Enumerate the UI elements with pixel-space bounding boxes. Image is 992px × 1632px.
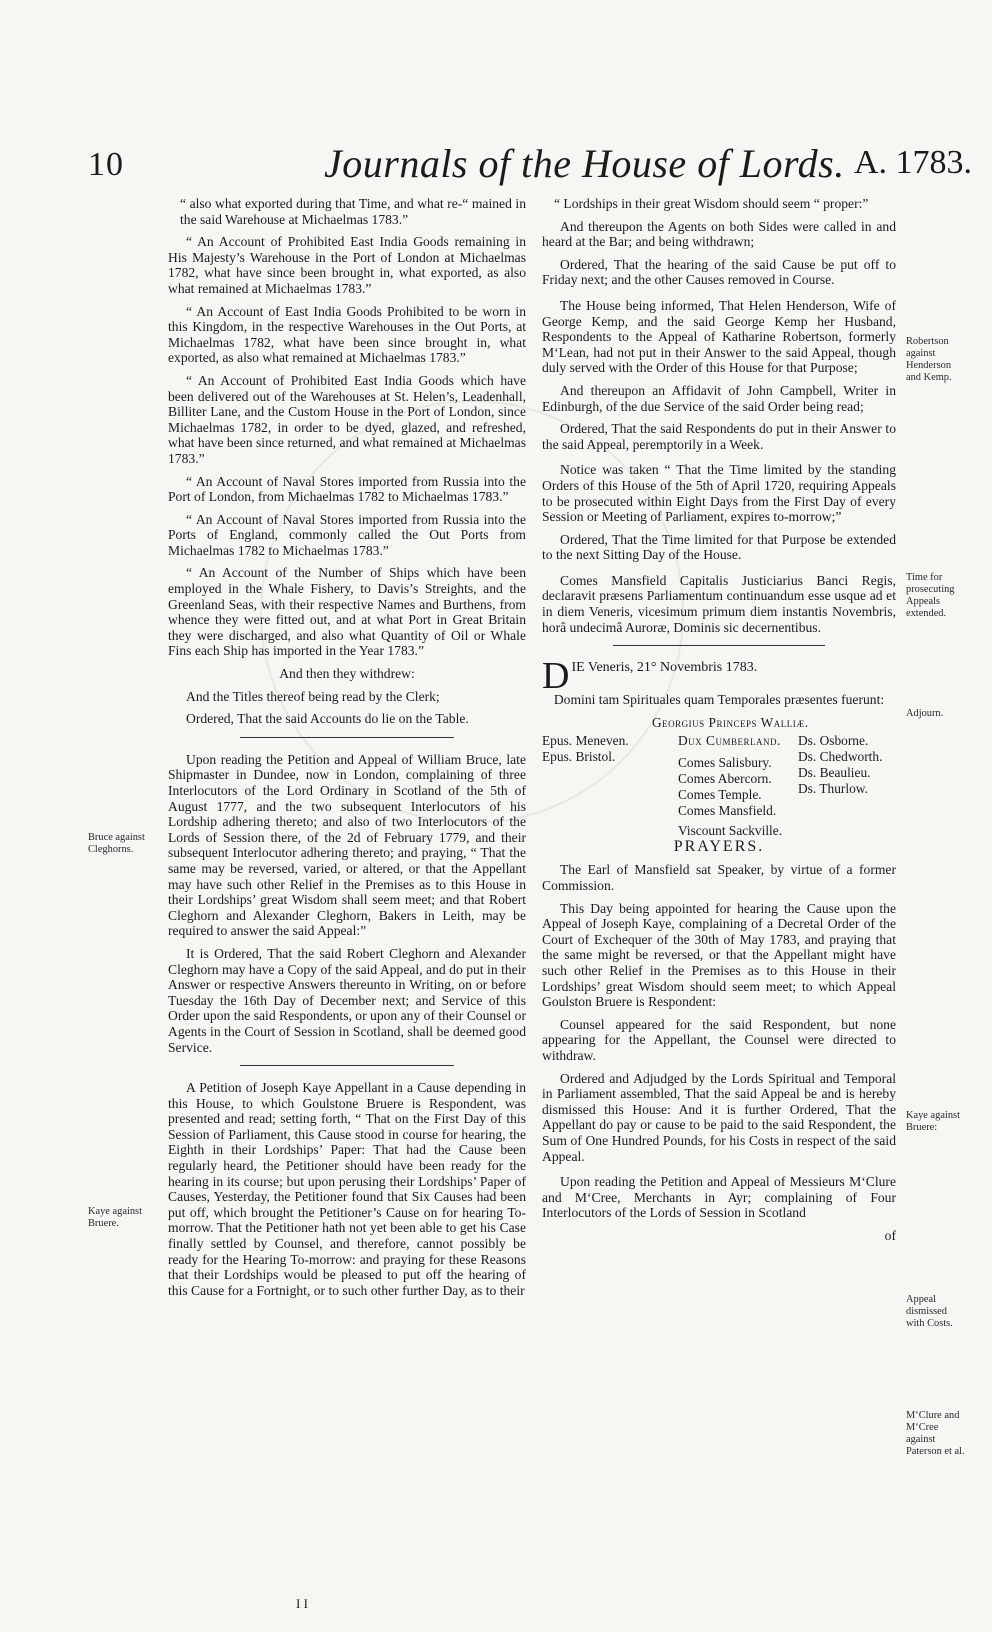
page-year: A. 1783. <box>853 144 972 181</box>
lord-bishop: Epus. Bristol. <box>542 748 616 764</box>
page-number: 10 <box>88 146 124 183</box>
adjourn-paragraph: Comes Mansfield Capitalis Justiciarius Banci Regis, declaravit præsens Parliamentum continuandum esse usque ad et in diem Veneris, vicesimum primum diem instantis Novembris, horâ undecimâ Auroræ, Dominis sic decernentibus. <box>542 572 896 635</box>
margin-note-time: Time for prosecuting Appeals extended. <box>906 572 955 619</box>
lord-earl: Comes Mansfield. <box>678 802 777 818</box>
prayers-heading: PRAYERS. <box>673 837 765 855</box>
signature-mark: I I <box>296 1596 308 1611</box>
lord-duke: Dux Cumberland. <box>678 732 781 748</box>
margin-note-bruce: Bruce against Cleghorns. <box>88 832 145 855</box>
section-rule <box>613 645 825 646</box>
margin-note-adjourn: Adjourn. <box>906 708 944 719</box>
account-entry: “ An Account of Prohibited East India Goods which have been delivered out of the Warehouses at St. Helen’s, Leadenhall, Billiter Lane, and the Custom House in the Port of London, since Michaelmas 1782, in order to be dyed, glazed, and refreshed, what have been since returned, and what remained at Michaelmas 1783.” <box>168 372 526 466</box>
lord-baron: Ds. Chedworth. <box>798 748 883 764</box>
lord-bishop: Epus. Meneven. <box>542 732 629 748</box>
margin-note-robertson: Robertson against Henderson and Kemp. <box>906 336 952 383</box>
domini-line: Domini tam Spirituales quam Temporales præsentes fuerunt: <box>553 692 885 708</box>
robertson-paragraph: The House being informed, That Helen Henderson, Wife of George Kemp, and the said George Kemp her Husband, Respondents to the Appeal of Katharine Robertson, formerly M‘Lean, had not put in their Answer to the said Appeal, though duly served with the Order of this House for that Purpose; <box>542 297 896 376</box>
notice-paragraph: Notice was taken “ That the Time limited by the standing Orders of this House of the 5th of April 1720, requiring Appeals to be prosecuted within Eight Days from the First Day of every Session or Meeting of Parliament, expires to-morrow;” <box>542 462 896 525</box>
page-header <box>80 140 980 190</box>
account-entry: “ An Account of Naval Stores imported from Russia into the Ports of England, commonly called the Out Ports from Michaelmas 1782 to Michaelmas 1783.” <box>168 511 526 558</box>
margin-note-kaye: Kaye against Bruere. <box>88 1206 142 1229</box>
section-rule <box>240 1065 455 1066</box>
running-title: Journals of the House of Lords. <box>324 141 845 186</box>
adjudged-paragraph: Ordered and Adjudged by the Lords Spiritual and Temporal in Parliament assembled, That the said Appeal be and is hereby dismissed this House: And it is further Ordered, That the Appellant do pay or cause to be paid to the said Respondent, the Sum of One Hundred Pounds, for his Costs in respect of the said Appeal. <box>542 1070 896 1164</box>
lordships-continued: “ Lordships in their great Wisdom should seem “ proper:” <box>554 196 869 211</box>
lord-prince: Georgius Princeps Walliæ. <box>652 714 809 730</box>
withdrew-line: And then they withdrew: <box>279 666 415 682</box>
ordered-lie-line: Ordered, That the said Accounts do lie on the Table. <box>186 711 469 727</box>
margin-note-dismissed: Appeal dismissed with Costs. <box>906 1294 953 1329</box>
lord-baron: Ds. Beaulieu. <box>798 764 871 780</box>
lord-viscount: Viscount Sackville. <box>678 822 783 838</box>
right-column <box>542 196 896 1251</box>
bruce-petition: Upon reading the Petition and Appeal of William Bruce, late Shipmaster in Dundee, now in London, complaining of three Interlocutors of the Lord Ordinary in Scotland of the 5th of August 1777, and the two subsequent Interlocutors of his Lordship adhering thereto; and also of two Interlocutors of the Lords of Session there, of the 2d of February 1779, and their subsequent Interlocutor adhering thereto; and praying, “ That the same may be reversed, varied, or altered, or that the Appellant may have such other Relief in the Premises as to this House in their Lordships’ great Wisdom shall seem meet; and that Robert Cleghorn and Alexander Cleghorn, Bakers in Leith, may be required to answer the said Appeal:” <box>168 751 526 939</box>
account-entry: “ An Account of East India Goods Prohibited to be worn in this Kingdom, in the respective Warehouses in the Out Ports, at Michaelmas 1782, what have been since brought in, what exported, as also what remained at Michaelmas 1783.” <box>168 303 526 366</box>
ordered-putoff: Ordered, That the hearing of the said Cause be put off to Friday next; and the other Causes removed in Course. <box>542 256 896 288</box>
counsel-paragraph: Counsel appeared for the said Respondent, but none appearing for the Appellant, the Counsel were directed to withdraw. <box>542 1016 896 1063</box>
affidavit-paragraph: And thereupon an Affidavit of John Campbell, Writer in Edinburgh, of the due Service of the said Order being read; <box>542 382 896 414</box>
speaker-paragraph: The Earl of Mansfield sat Speaker, by virtue of a former Commission. <box>542 862 896 894</box>
die-date: IE Veneris, 21° Novembris 1783. <box>571 660 758 676</box>
catchword: of <box>884 1227 896 1243</box>
ordered-time: Ordered, That the Time limited for that Purpose be extended to the next Sitting Day of the House. <box>542 531 896 563</box>
titles-read-line: And the Titles thereof being read by the Clerk; <box>186 688 440 704</box>
lords-present <box>542 714 896 838</box>
kaye-hearing-paragraph: This Day being appointed for hearing the Cause upon the Appeal of Joseph Kaye, complaining of a Decretal Order of the Court of Exchequer of the 30th of May 1783, and praying that the same might be reversed, or that the Appellant might have such other Relief in the Premises as to this House in their Lordships’ great Wisdom should seem meet; to which Appeal Goulston Bruere is Respondent: <box>542 900 896 1010</box>
lord-earl: Comes Abercorn. <box>678 770 772 786</box>
account-entry: “ An Account of Prohibited East India Goods remaining in His Majesty’s Warehouse in the Port of London at Michaelmas 1782, what have since been brought in, what exported, as also what remained at Michaelmas 1783.” <box>168 234 526 296</box>
kaye-petition: A Petition of Joseph Kaye Appellant in a Cause depending in this House, to which Goulstone Bruere is Respondent, was presented and read; setting forth, “ That on the First Day of this Session of Parliament, this Cause stood in course for hearing, the Eighth in their Lordships’ Paper: That had the Cause been regularly heard, the Petitioner should have been ready for the hearing in its course; but upon perusing their Lordships’ Paper of Causes, Yesterday, the Petitioner found that Six Causes had been put off, which brought the Petitioner’s Cause on for hearing To-morrow. That the Petitioner hath not yet been able to get his Case finally settled by Counsel, and therefore, cannot possibly be ready for the Hearing To-morrow: and praying for these Reasons that their Lordships would be pleased to put off the hearing of this Cause for a Fortnight, or to such other further Day, as to their <box>168 1080 526 1298</box>
lord-earl: Comes Temple. <box>678 786 762 802</box>
left-column <box>168 196 526 1305</box>
section-rule <box>240 737 455 738</box>
margin-note-mclure: M‘Clure and M‘Cree against Paterson et al. <box>906 1410 965 1457</box>
agents-paragraph: And thereupon the Agents on both Sides were called in and heard at the Bar; and being withdrawn; <box>542 218 896 250</box>
die-initial: D <box>542 655 570 698</box>
die-heading <box>542 655 896 698</box>
mclure-paragraph: Upon reading the Petition and Appeal of Messieurs M‘Clure and M‘Cree, Merchants in Ayr; complaining of Four Interlocutors of the Lords of Session in Scotland <box>542 1174 896 1221</box>
lord-baron: Ds. Osborne. <box>798 732 869 748</box>
ordered-answer: Ordered, That the said Respondents do put in their Answer to the said Appeal, peremptorily in a Week. <box>542 421 896 452</box>
bruce-ordered: It is Ordered, That the said Robert Cleghorn and Alexander Cleghorn may have a Copy of the said Appeal, and do put in their Answer or respective Answers thereunto in Writing, on or before Tuesday the 16th Day of December next; and Service of this Order upon the said Respondents, or upon any of their Counsel or Agents in the Court of Session in Scotland, shall be deemed good Service. <box>168 945 526 1055</box>
lord-earl: Comes Salisbury. <box>678 754 772 770</box>
margin-note-kaye-right: Kaye against Bruere: <box>906 1110 960 1133</box>
account-entry: “ An Account of the Number of Ships which have been employed in the Whale Fishery, to Davis’s Streights, and the Greenland Seas, with their respective Names and Burthens, from whence they were fitted out, and at what Port in Great Britain they were discharged, and also what Quantity of Oil or Whale Fins each Ship has imported in the Year 1783.” <box>168 565 526 659</box>
lord-baron: Ds. Thurlow. <box>798 780 868 796</box>
account-entry: “ also what exported during that Time, and what re-“ mained in the said Warehouse at Michaelmas 1783.” <box>180 196 526 227</box>
account-entry: “ An Account of Naval Stores imported from Russia into the Port of London, from Michaelmas 1782 to Michaelmas 1783.” <box>168 473 526 505</box>
